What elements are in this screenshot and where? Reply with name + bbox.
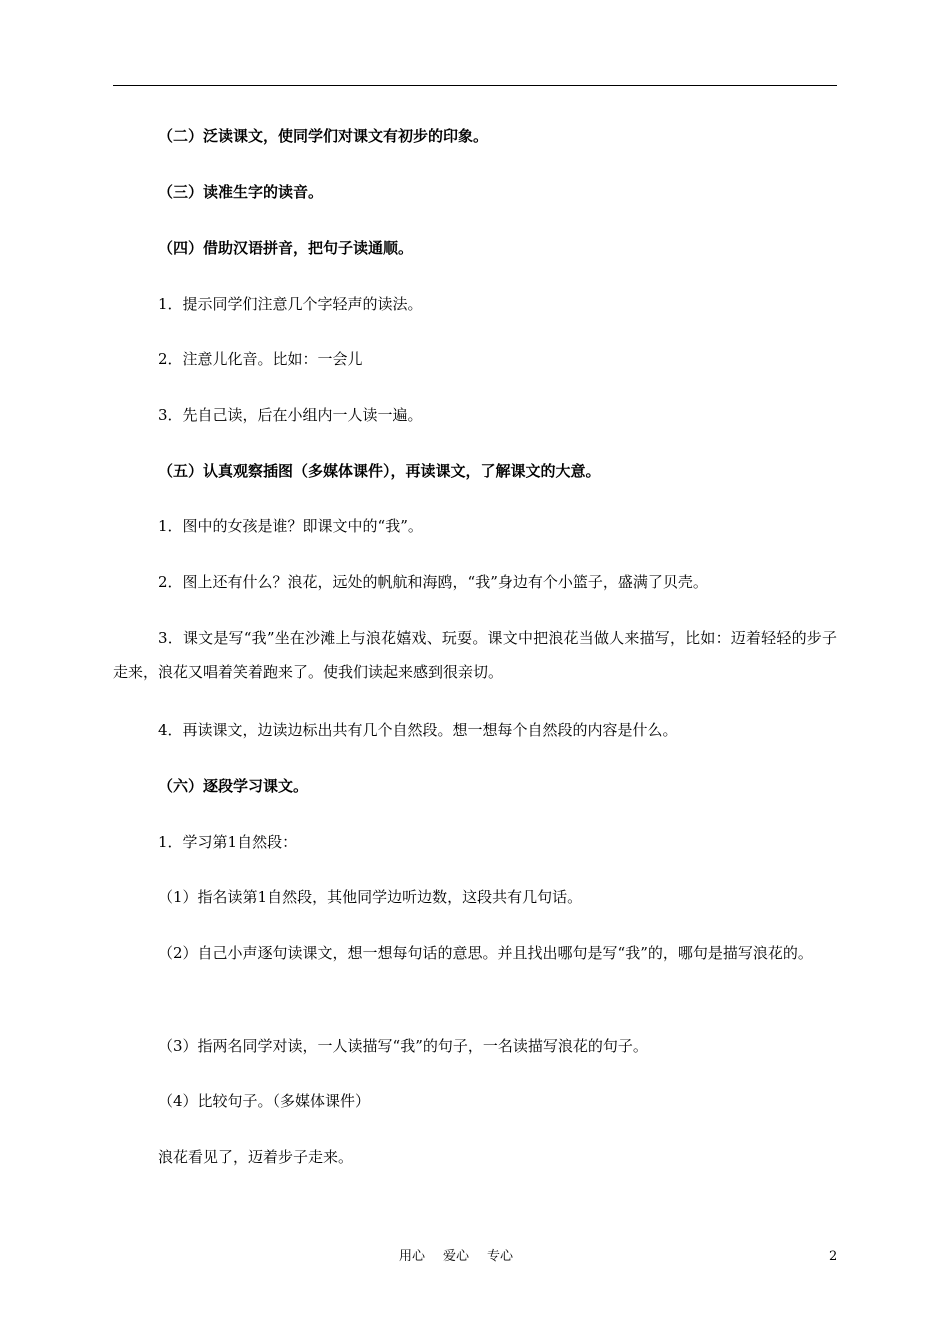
- section-heading-5: （五）认真观察插图（多媒体课件），再读课文，了解课文的大意。: [158, 462, 601, 480]
- list-item: （4）比较句子。（多媒体课件）: [158, 1092, 371, 1110]
- header-rule: [113, 85, 837, 86]
- list-item: 4．再读课文，边读边标出共有几个自然段。想一想每个自然段的内容是什么。: [158, 721, 678, 739]
- section-heading-4: （四）借助汉语拼音，把句子读通顺。: [158, 239, 414, 257]
- list-item: （1）指名读第1自然段，其他同学边听边数，这段共有几句话。: [158, 888, 583, 906]
- footer-motto: [399, 1248, 531, 1266]
- example-sentence: 浪花看见了，迈着步子走来。: [158, 1148, 354, 1166]
- list-item: 2．图上还有什么？浪花，远处的帆航和海鸥，“我”身边有个小篮子，盛满了贝壳。: [158, 573, 708, 591]
- footer-word: 爱心: [443, 1249, 470, 1264]
- list-item: （3）指两名同学对读，一人读描写“我”的句子，一名读描写浪花的句子。: [158, 1037, 648, 1055]
- section-heading-6: （六）逐段学习课文。: [158, 777, 309, 795]
- list-item: 1．学习第1自然段：: [158, 833, 298, 851]
- list-item: 3．先自己读，后在小组内一人读一遍。: [158, 406, 423, 424]
- list-item: 1．图中的女孩是谁？即课文中的“我”。: [158, 517, 423, 535]
- page-number: 2: [829, 1249, 838, 1264]
- section-heading-2: （二）泛读课文，使同学们对课文有初步的印象。: [158, 127, 489, 145]
- list-item: 2．注意儿化音。比如：一会儿: [158, 350, 363, 368]
- section-heading-3: （三）读准生字的读音。: [158, 183, 324, 201]
- list-item: 1．提示同学们注意几个字轻声的读法。: [158, 295, 423, 313]
- list-item: （2）自己小声逐句读课文，想一想每句话的意思。并且找出哪句是写“我”的，哪句是描写浪花的。: [158, 944, 813, 962]
- list-item: 3．课文是写“我”坐在沙滩上与浪花嬉戏、玩耍。课文中把浪花当做人来描写，比如：迈着轻轻的步子走来，浪花又唱着笑着跑来了。使我们读起来感到很亲切。: [113, 629, 837, 681]
- footer-word: 用心: [399, 1249, 426, 1264]
- footer-word: 专心: [487, 1249, 514, 1264]
